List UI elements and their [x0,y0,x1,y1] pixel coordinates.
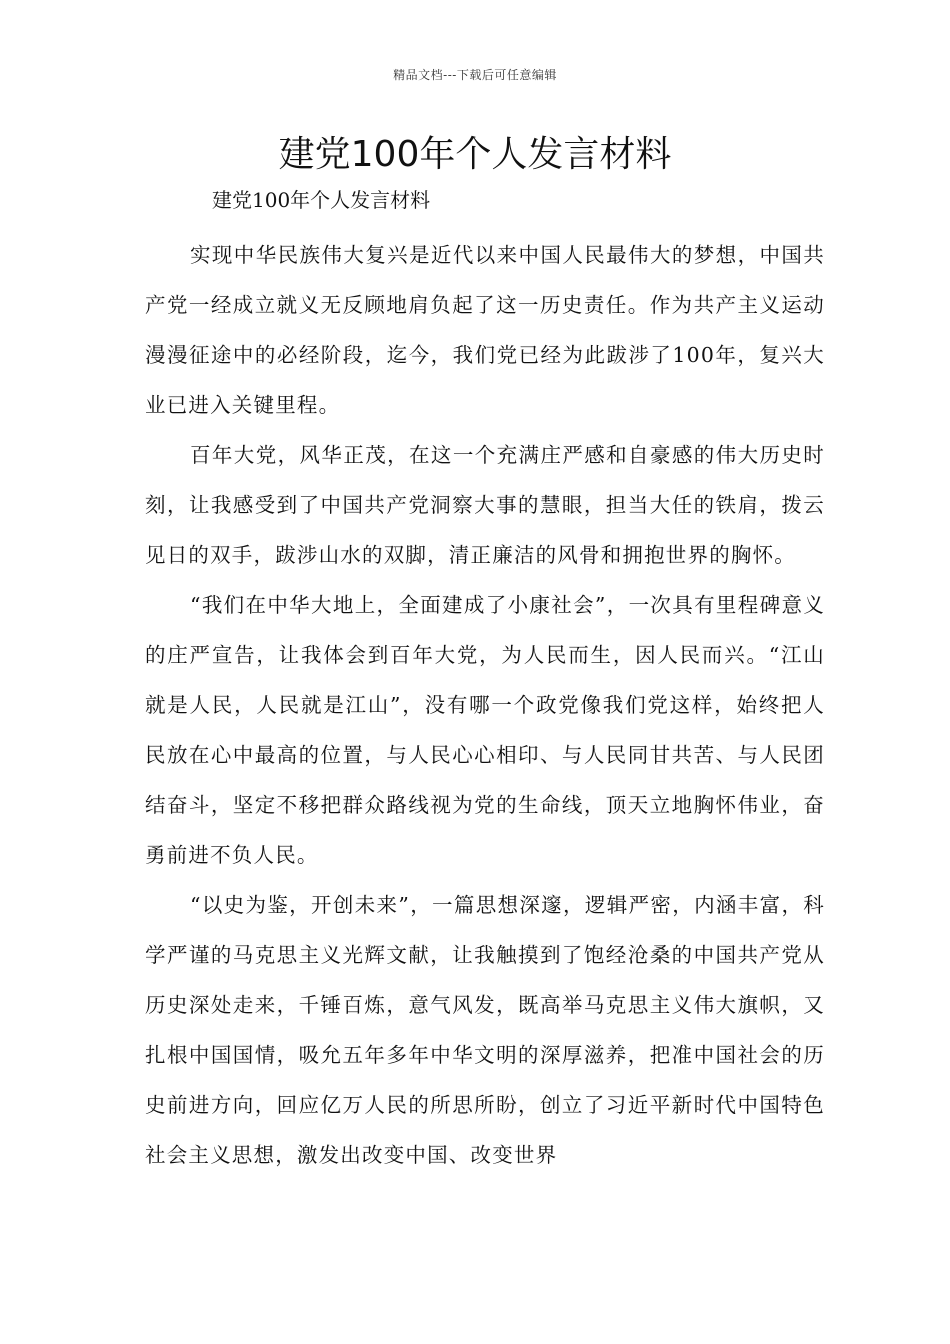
paragraph: 百年大党，风华正茂，在这一个充满庄严感和自豪感的伟大历史时刻，让我感受到了中国共产党洞察大事的慧眼，担当大任的铁肩，拨云见日的双手，跋涉山水的双脚，清正廉洁的风骨和拥抱世界的胸怀。 [145,443,825,567]
document-title: 建党100年个人发言材料 [278,134,672,175]
paragraph: “以史为鉴，开创未来”，一篇思想深邃，逻辑严密，内涵丰富，科学严谨的马克思主义光辉文献，让我触摸到了饱经沧桑的中国共产党从历史深处走来，千锤百炼，意气风发，既高举马克思主义伟大旗帜，又扎根中国国情，吸允五年多年中华文明的深厚滋养，把准中国社会的历史前进方向，回应亿万人民的所思所盼，创立了习近平新时代中国特色社会主义思想，激发出改变中国、改变世界 [145,893,825,1167]
header-note: 精品文档---下载后可任意编辑 [393,68,557,82]
document-subtitle: 建党100年个人发言材料 [212,188,431,212]
document-body [145,230,825,1180]
paragraph: “我们在中华大地上，全面建成了小康社会”，一次具有里程碑意义的庄严宣告，让我体会到百年大党，为人民而生，因人民而兴。“江山就是人民，人民就是江山”，没有哪一个政党像我们党这样，始终把人民放在心中最高的位置，与人民心心相印、与人民同甘共苦、与人民团结奋斗，坚定不移把群众路线视为党的生命线，顶天立地胸怀伟业，奋勇前进不负人民。 [145,593,825,867]
paragraph: 实现中华民族伟大复兴是近代以来中国人民最伟大的梦想，中国共产党一经成立就义无反顾地肩负起了这一历史责任。作为共产主义运动漫漫征途中的必经阶段，迄今，我们党已经为此跋涉了100年，复兴大业已进入关键里程。 [145,243,825,417]
